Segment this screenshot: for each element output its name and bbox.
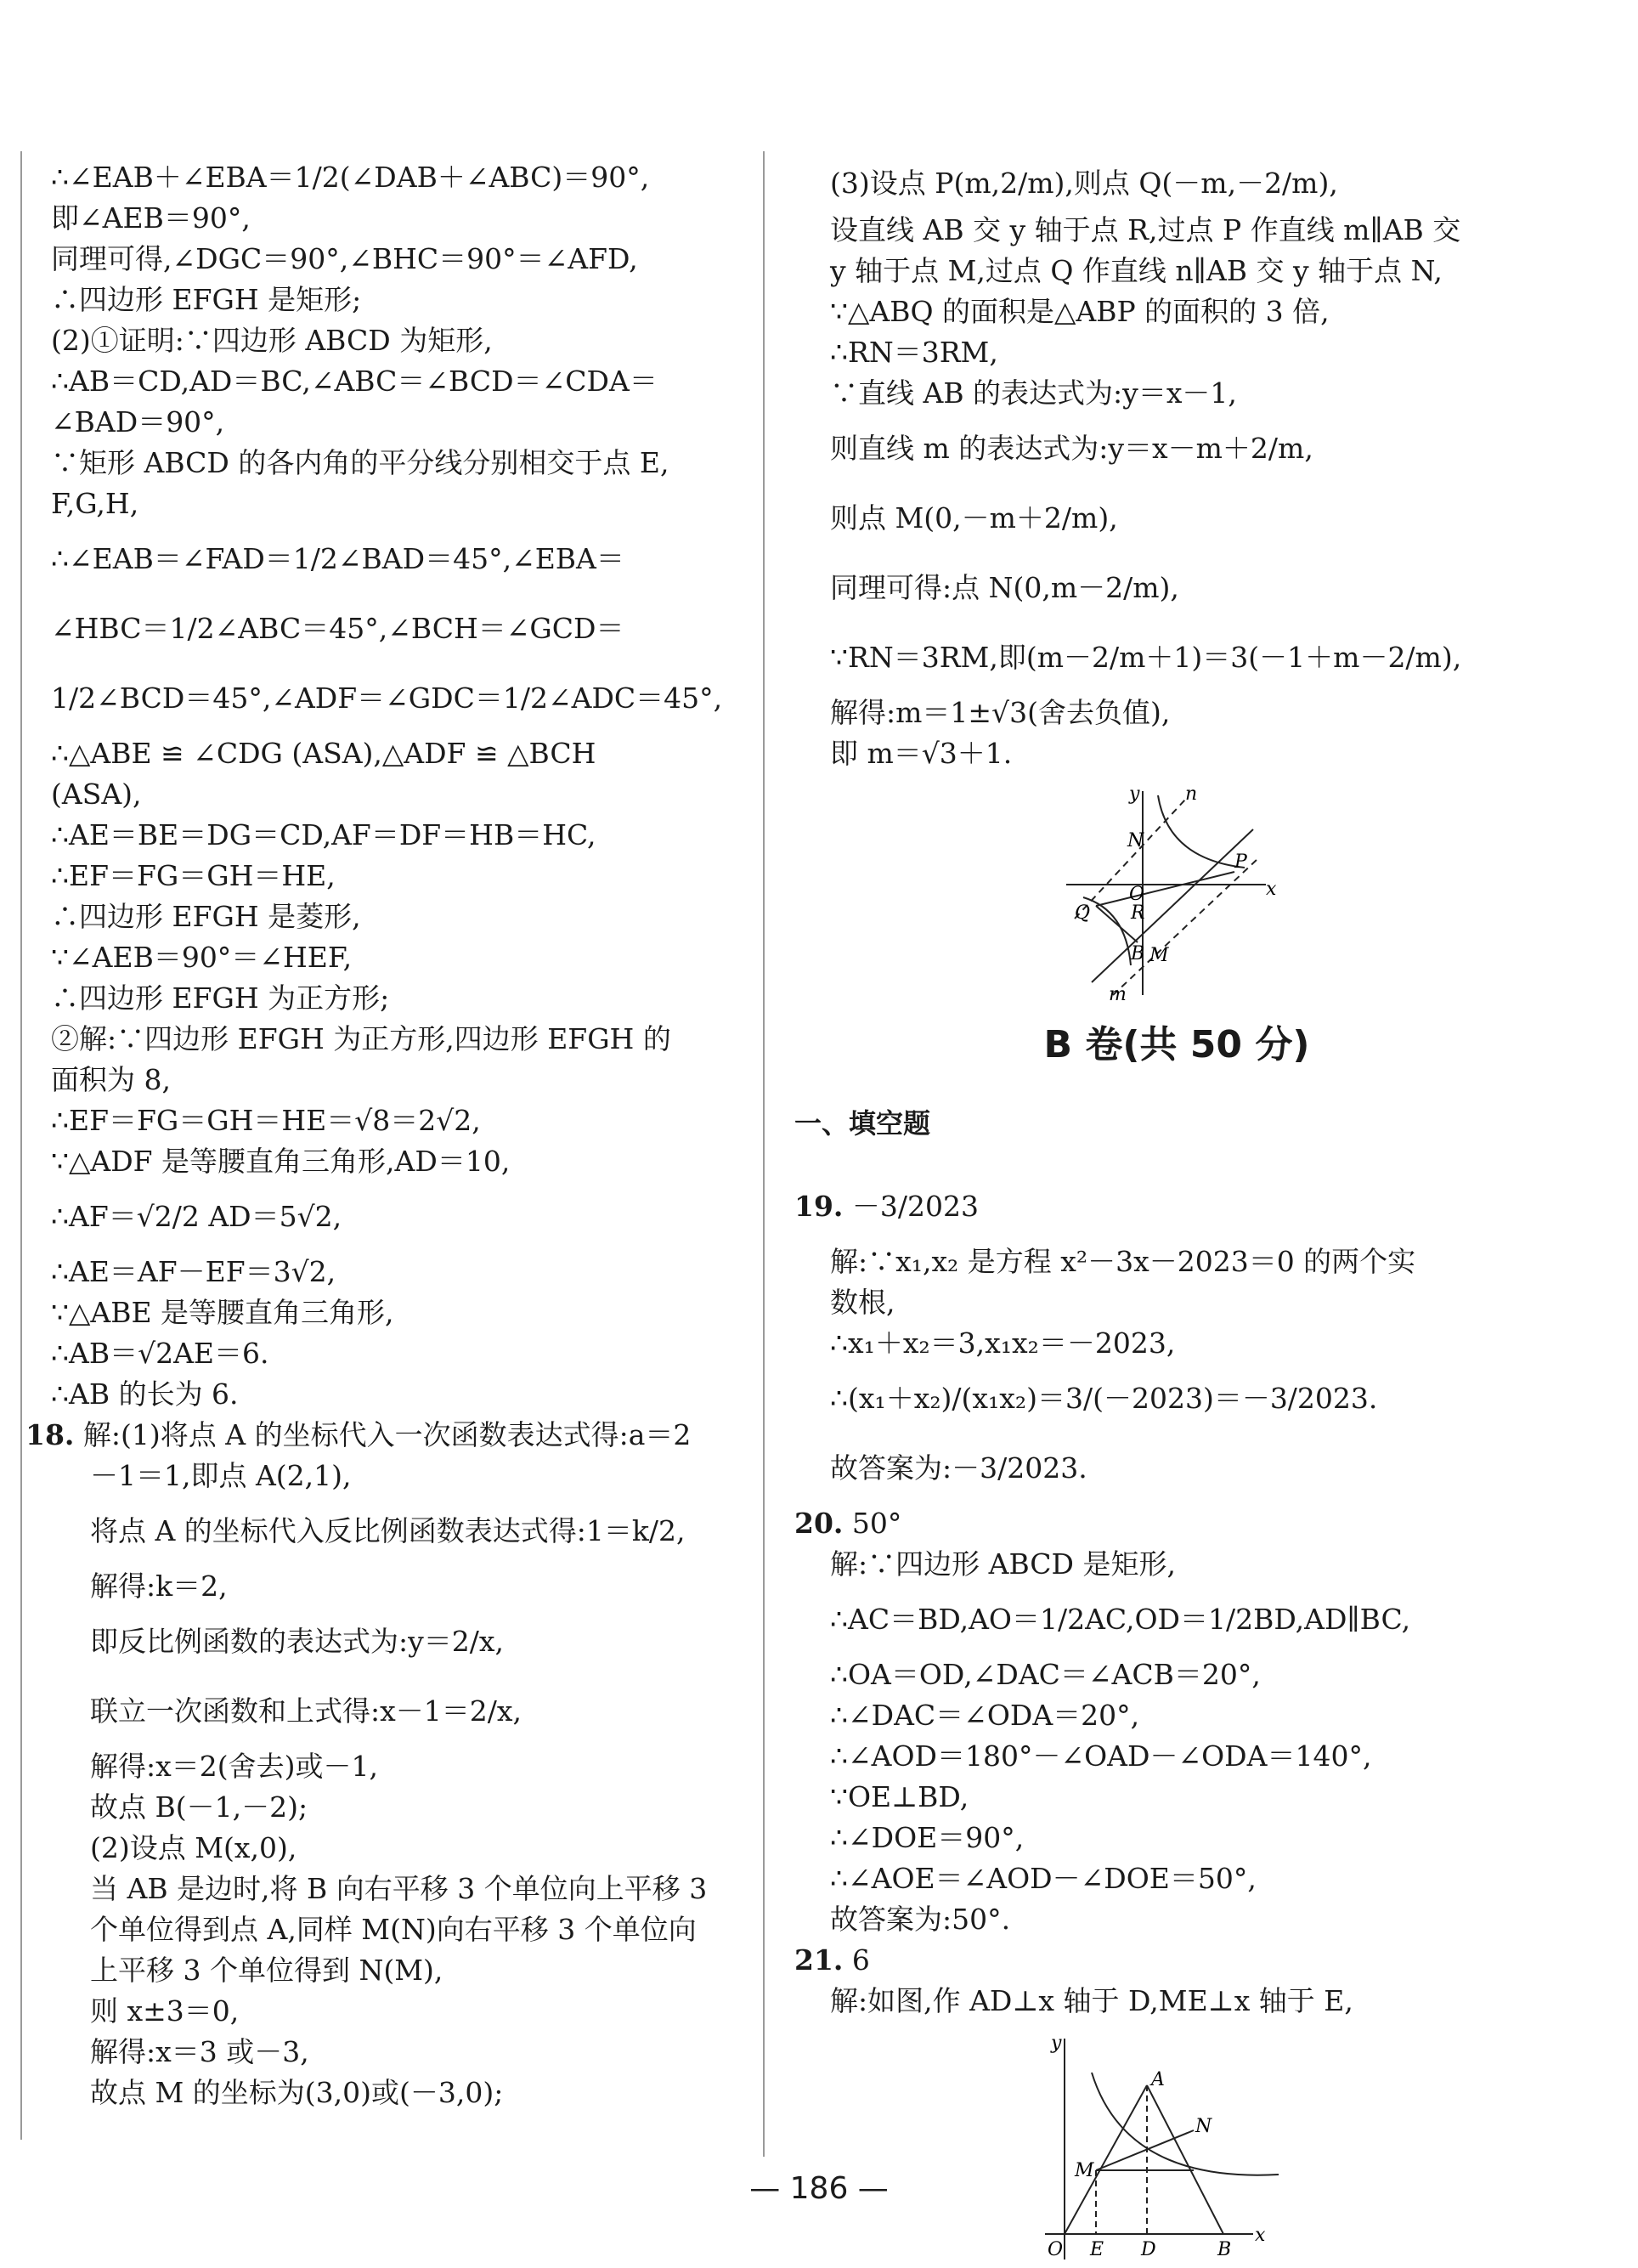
text-line: ∴四边形 EFGH 为正方形; [51, 981, 390, 1015]
text-line: 设直线 AB 交 y 轴于点 R,过点 P 作直线 m∥AB 交 [830, 213, 1461, 246]
text-line: ∴x₁＋x₂＝3,x₁x₂＝－2023, [830, 1326, 1176, 1360]
text-line: ∵直线 AB 的表达式为:y＝x－1, [830, 376, 1237, 410]
text-line: ∴AE＝BE＝DG＝CD,AF＝DF＝HB＝HC, [51, 818, 596, 851]
text-line: 则 x±3＝0, [90, 1994, 240, 2028]
text-line: ∴四边形 EFGH 是菱形, [51, 900, 361, 933]
fig2-label-E: E [1090, 2239, 1104, 2260]
fig2-label-x: x [1255, 2225, 1266, 2246]
section-fill-in: 一、填空题 [794, 1107, 931, 1140]
text-line: ∴AB＝√2AE＝6. [51, 1337, 269, 1370]
segment-ab [1147, 2085, 1223, 2234]
text-line: 联立一次函数和上式得:x－1＝2/x, [90, 1694, 522, 1728]
text-line: 解得:k＝2, [90, 1570, 228, 1603]
text-line: ∵∠AEB＝90°＝∠HEF, [51, 941, 353, 974]
line-ab [1092, 829, 1253, 982]
text-line: 解得:x＝2(舍去)或－1, [90, 1750, 378, 1783]
text-line: ∴(x₁＋x₂)/(x₁x₂)＝3/(－2023)＝－3/2023. [830, 1382, 1378, 1415]
text-line: ∴EF＝FG＝GH＝HE＝√8＝2√2, [51, 1104, 481, 1137]
line-m [1113, 859, 1257, 995]
text-line: (ASA), [51, 778, 142, 811]
text-line: 上平移 3 个单位得到 N(M), [90, 1954, 443, 1987]
fig1-label-R: R [1131, 902, 1145, 924]
question-19-answer [794, 1172, 1559, 1241]
hyperbola-lines-figure [1049, 783, 1287, 1004]
text-line: F,G,H, [51, 487, 139, 520]
fig2-label-D: D [1141, 2239, 1156, 2260]
fig1-label-m: m [1109, 984, 1127, 1004]
text-line: ∵△ABE 是等腰直角三角形, [51, 1296, 394, 1329]
text-line: ∵△ADF 是等腰直角三角形,AD＝10, [51, 1145, 511, 1178]
fig1-label-P: P [1234, 851, 1247, 873]
hyperbola-branch-upper [1158, 795, 1245, 868]
fig2-label-M: M [1075, 2160, 1094, 2181]
question-number: 18. [25, 1418, 75, 1451]
question-number: 20. [794, 1507, 844, 1540]
left-margin-rule [20, 151, 22, 2140]
text-line: 数根, [830, 1286, 895, 1319]
answer-value: －3/2023 [851, 1190, 980, 1223]
text-line: 当 AB 是边时,将 B 向右平移 3 个单位向上平移 3 [90, 1872, 708, 1905]
text-line: 解得:x＝3 或－3, [90, 2035, 309, 2068]
text-line: 个单位得到点 A,同样 M(N)向右平移 3 个单位向 [90, 1913, 697, 1946]
text-line: 解得:m＝1±√3(舍去负值), [830, 696, 1171, 729]
text-line: ∴∠DOE＝90°, [830, 1821, 1025, 1854]
answer-value: 50° [851, 1507, 902, 1540]
question-number: 21. [794, 1943, 844, 1977]
text-line: ∴EF＝FG＝GH＝HE, [51, 859, 336, 892]
fig1-label-N: N [1127, 830, 1144, 851]
text-line: (2)①证明:∵四边形 ABCD 为矩形, [51, 324, 493, 357]
text-line: 即∠AEB＝90°, [51, 201, 251, 235]
text-line: ∠BAD＝90°, [51, 405, 225, 438]
text-line: ∴∠EAB＝∠FAD＝1/2∠BAD＝45°,∠EBA＝ [51, 542, 624, 575]
text-line: ∵矩形 ABCD 的各内角的平分线分别相交于点 E, [51, 446, 669, 479]
text-line: 即反比例函数的表达式为:y＝2/x, [90, 1625, 504, 1658]
text-line: (3)设点 P(m,2/m),则点 Q(－m,－2/m), [830, 167, 1338, 200]
fig1-label-y: y [1129, 783, 1140, 805]
text-line: ∴AB＝CD,AD＝BC,∠ABC＝∠BCD＝∠CDA＝ [51, 365, 658, 398]
fig2-label-y: y [1051, 2033, 1062, 2054]
text-line: 解:(1)将点 A 的坐标代入一次函数表达式得:a＝2 [82, 1418, 692, 1451]
fig2-label-O: O [1048, 2239, 1064, 2260]
fig1-label-B: B [1131, 943, 1145, 964]
text-line: ∵△ABQ 的面积是△ABP 的面积的 3 倍, [830, 295, 1330, 328]
text-line: 即 m＝√3＋1. [830, 737, 1013, 770]
text-line: y 轴于点 M,过点 Q 作直线 n∥AB 交 y 轴于点 N, [830, 254, 1443, 287]
text-line: (2)设点 M(x,0), [90, 1831, 297, 1864]
text-line: ∴AC＝BD,AO＝1/2AC,OD＝1/2BD,AD∥BC, [830, 1603, 1411, 1636]
text-line: ∴OA＝OD,∠DAC＝∠ACB＝20°, [830, 1658, 1261, 1691]
fig1-label-Q: Q [1075, 902, 1091, 924]
text-line: ∵RN＝3RM,即(m－2/m＋1)＝3(－1＋m－2/m), [830, 641, 1462, 674]
text-line: 故答案为:－3/2023. [830, 1451, 1087, 1485]
q21-figure [1032, 2030, 1287, 2268]
text-line: 解:∵四边形 ABCD 是矩形, [830, 1547, 1176, 1581]
text-line: －1＝1,即点 A(2,1), [90, 1459, 352, 1492]
text-line: ∴△ABE ≌ ∠CDG (ASA),△ADF ≌ △BCH [51, 737, 596, 770]
text-line: 面积为 8, [51, 1063, 171, 1096]
fig1-label-x: x [1266, 879, 1277, 900]
text-line: ∴AE＝AF－EF＝3√2, [51, 1255, 336, 1288]
text-line: ∴∠AOE＝∠AOD－∠DOE＝50°, [830, 1862, 1257, 1895]
text-line: ②解:∵四边形 EFGH 为正方形,四边形 EFGH 的 [51, 1022, 671, 1055]
text-line: 则直线 m 的表达式为:y＝x－m＋2/m, [830, 432, 1313, 465]
question-18-first-line [25, 1415, 743, 1456]
text-line: ∵OE⊥BD, [830, 1780, 969, 1813]
text-line: 故答案为:50°. [830, 1903, 1011, 1936]
text-line: ∴∠AOD＝180°－∠OAD－∠ODA＝140°, [830, 1739, 1372, 1773]
text-line: 则点 M(0,－m＋2/m), [830, 501, 1118, 534]
text-line: ∠HBC＝1/2∠ABC＝45°,∠BCH＝∠GCD＝ [51, 612, 624, 645]
text-line: 故点 M 的坐标为(3,0)或(－3,0); [90, 2076, 504, 2109]
text-line: 解:∵x₁,x₂ 是方程 x²－3x－2023＝0 的两个实 [830, 1245, 1416, 1278]
text-line: 同理可得,∠DGC＝90°,∠BHC＝90°＝∠AFD, [51, 242, 638, 275]
column-divider [763, 151, 765, 2157]
text-line: ∴AB 的长为 6. [51, 1377, 239, 1411]
fig1-label-M: M [1149, 945, 1169, 966]
fig1-label-n: n [1185, 783, 1198, 805]
question-21-answer [794, 1940, 1559, 1981]
right-column [794, 157, 1559, 2268]
text-line: 将点 A 的坐标代入反比例函数表达式得:1＝k/2, [90, 1514, 686, 1547]
text-line: 故点 B(－1,－2); [90, 1790, 308, 1824]
question-20-answer [794, 1503, 1559, 1544]
left-column [25, 157, 743, 2113]
segment-qp [1096, 872, 1234, 906]
text-line: ∴∠EAB＋∠EBA＝1/2(∠DAB＋∠ABC)＝90°, [51, 161, 650, 194]
fig2-label-A: A [1151, 2069, 1165, 2090]
text-line: ∴RN＝3RM, [830, 336, 998, 369]
hyperbola-branch-lower [1083, 897, 1131, 965]
text-line: ∴四边形 EFGH 是矩形; [51, 283, 362, 316]
question-number: 19. [794, 1190, 844, 1223]
answer-value: 6 [851, 1943, 870, 1977]
page-number: — 186 — [749, 2171, 889, 2206]
section-heading-b: B 卷(共 50 分) [1043, 1023, 1310, 1066]
text-line: 解:如图,作 AD⊥x 轴于 D,ME⊥x 轴于 E, [830, 1984, 1353, 2017]
text-line: ∴∠DAC＝∠ODA＝20°, [830, 1699, 1140, 1732]
text-line: 同理可得:点 N(0,m－2/m), [830, 571, 1179, 604]
text-line: ∴AF＝√2/2 AD＝5√2, [51, 1200, 342, 1233]
fig1-label-O: O [1129, 884, 1145, 905]
fig2-label-N: N [1195, 2116, 1212, 2137]
fig2-label-B: B [1217, 2239, 1232, 2260]
text-line: 1/2∠BCD＝45°,∠ADF＝∠GDC＝1/2∠ADC＝45°, [51, 682, 723, 715]
